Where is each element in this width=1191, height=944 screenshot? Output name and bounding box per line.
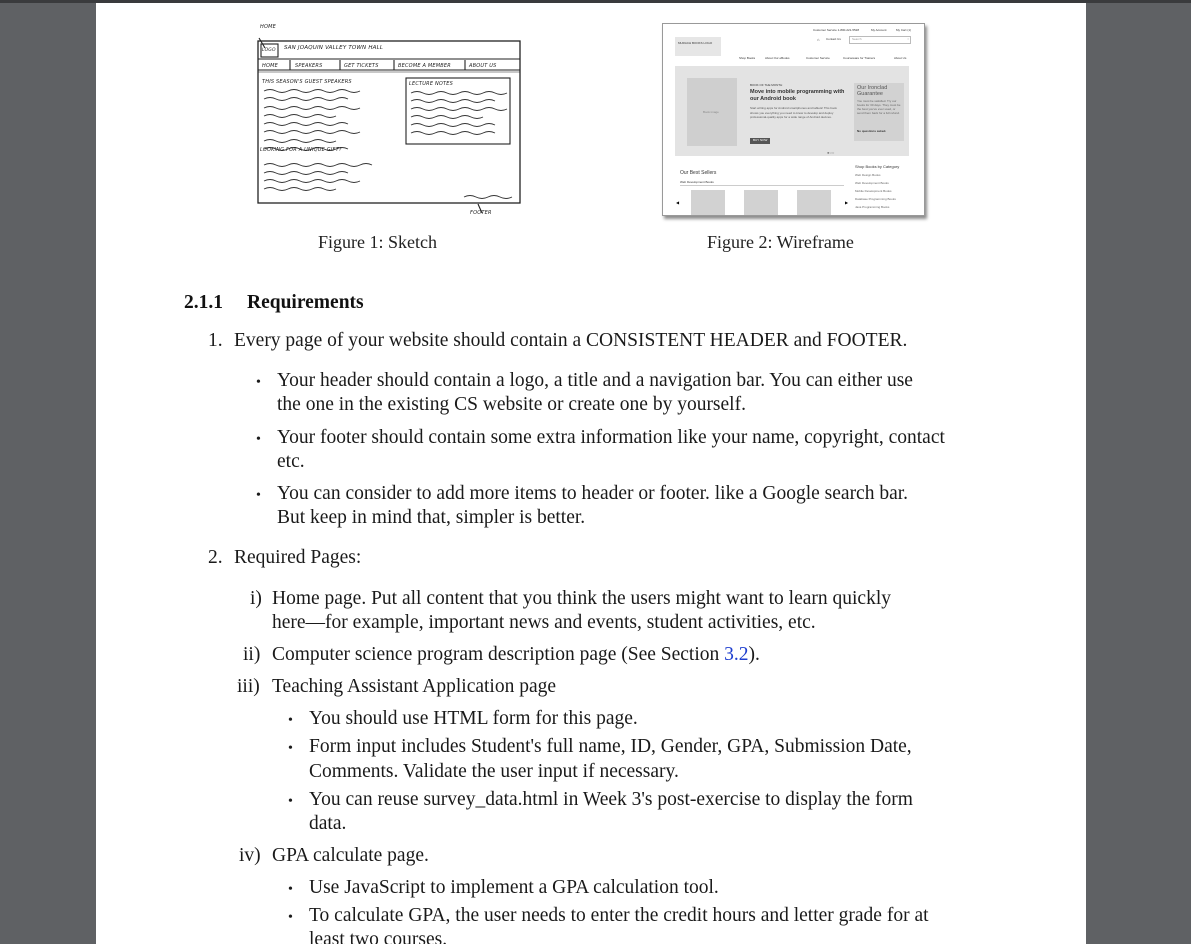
wf-category-4: Database Programming Books bbox=[855, 197, 896, 201]
wf-my-cart: My Cart (1) bbox=[896, 28, 911, 32]
carousel-dots-icon: ●○○ bbox=[827, 150, 835, 155]
req1-bullet1-line2: the one in the existing CS website or create one by yourself. bbox=[277, 394, 746, 415]
req2-number: 2. bbox=[208, 547, 223, 568]
wf-book-image-label: Book image bbox=[703, 110, 719, 114]
sketch-label-footer: FOOTER bbox=[470, 210, 492, 216]
wf-hero bbox=[675, 66, 909, 156]
bullet-icon: • bbox=[288, 741, 293, 756]
bullet-icon: • bbox=[256, 375, 261, 390]
item-iii-bullet1: You should use HTML form for this page. bbox=[309, 708, 638, 729]
home-icon: ⌂ bbox=[817, 37, 820, 42]
figure2-caption: Figure 2: Wireframe bbox=[707, 232, 854, 252]
figure-sketch bbox=[246, 21, 526, 221]
item-iv-bullet1: Use JavaScript to implement a GPA calculation tool. bbox=[309, 877, 719, 898]
wf-category-1: Web Design Books bbox=[855, 173, 881, 177]
item-iv-text: GPA calculate page. bbox=[272, 845, 429, 866]
wf-search-box bbox=[849, 36, 911, 44]
wf-guarantee-title: Our Ironclad Guarantee bbox=[857, 85, 888, 97]
req1-bullet2-line1: Your footer should contain some extra information like your name, copyright, contact bbox=[277, 427, 945, 448]
req1-text: Every page of your website should contain a CONSISTENT HEADER and FOOTER. bbox=[234, 330, 908, 351]
wf-search-placeholder: Search bbox=[852, 37, 862, 41]
req1-bullet3-line1: You can consider to add more items to header or footer. like a Google search bar. bbox=[277, 483, 909, 504]
bullet-icon: • bbox=[288, 794, 293, 809]
sketch-label-lecture: LECTURE NOTES bbox=[409, 81, 454, 87]
wf-nav-ebooks: About Our eBooks bbox=[765, 56, 790, 60]
item-iii-number: iii) bbox=[237, 676, 260, 697]
wf-nav-shop: Shop Books bbox=[739, 56, 756, 60]
sketch-nav-speakers: SPEAKERS bbox=[295, 63, 323, 69]
bullet-icon: • bbox=[256, 432, 261, 447]
item-ii-pre: Computer science program description page (See Section bbox=[272, 644, 725, 665]
bullet-icon: • bbox=[288, 882, 293, 897]
wf-logo-box bbox=[675, 37, 721, 56]
wf-nav-trainers: Courseware for Trainers bbox=[843, 56, 876, 60]
wf-my-account: My Account bbox=[871, 28, 887, 32]
figure1-caption: Figure 1: Sketch bbox=[318, 232, 437, 252]
section-heading bbox=[184, 292, 364, 314]
section-link[interactable]: 3.2 bbox=[724, 644, 749, 665]
item-iii-text: Teaching Assistant Application page bbox=[272, 676, 557, 697]
wf-book-thumb-1 bbox=[691, 190, 725, 216]
wf-guarantee-link: No questions asked. bbox=[857, 129, 887, 133]
section-number: 2.1.1 bbox=[184, 292, 223, 313]
req1-number: 1. bbox=[208, 330, 223, 351]
req1-bullet2-line2: etc. bbox=[277, 451, 305, 472]
wf-buy-button bbox=[750, 138, 770, 144]
wf-contact-us: Contact Us bbox=[826, 37, 841, 41]
item-ii-number: ii) bbox=[243, 644, 261, 665]
wf-nav-about: About Us bbox=[894, 56, 907, 60]
item-i-line2: here—for example, important news and events, student activities, etc. bbox=[272, 612, 816, 633]
bullet-icon: • bbox=[256, 488, 261, 503]
wf-book-thumb-2 bbox=[744, 190, 778, 216]
item-ii-post: ). bbox=[748, 644, 760, 665]
wf-book-thumb-3 bbox=[797, 190, 831, 216]
wf-guarantee-body: You must be satisfied. Try our books for 30 days. They must be the best you've ever used, or send them back for a full refund. bbox=[857, 99, 901, 115]
item-iii-bullet3-line2: data. bbox=[309, 813, 347, 834]
wf-divider bbox=[680, 185, 844, 186]
item-i-number: i) bbox=[250, 588, 262, 609]
item-iv-bullet2-line1: To calculate GPA, the user needs to enter the credit hours and letter grade for at bbox=[309, 905, 929, 926]
search-icon: ○ bbox=[907, 37, 909, 41]
wf-category-5: Java Programming Books bbox=[855, 205, 890, 209]
wf-logo-text: MURACH BOOKS LOGO bbox=[678, 41, 713, 45]
wf-category-title: Shop Books by Category bbox=[855, 164, 900, 169]
sketch-label-speakers: THIS SEASON'S GUEST SPEAKERS bbox=[262, 79, 352, 85]
item-iv-bullet2-line2: least two courses. bbox=[309, 929, 448, 944]
wf-category-2: Web Development Books bbox=[855, 181, 889, 185]
sketch-label-home: HOME bbox=[260, 24, 276, 30]
sketch-label-title: SAN JOAQUIN VALLEY TOWN HALL bbox=[284, 45, 384, 51]
sketch-nav-member: BECOME A MEMBER bbox=[398, 63, 451, 69]
sketch-nav-home: HOME bbox=[262, 63, 278, 69]
item-iii-bullet2-line2: Comments. Validate the user input if necessary. bbox=[309, 761, 679, 782]
req2-text: Required Pages: bbox=[234, 547, 362, 568]
req1-bullet3-line2: But keep in mind that, simpler is better. bbox=[277, 507, 586, 528]
bullet-icon: • bbox=[288, 910, 293, 925]
arrow-left-icon: ◀ bbox=[676, 200, 680, 205]
wf-buy-button-label: BUY NOW bbox=[753, 138, 768, 142]
wf-nav-service: Customer Service bbox=[806, 56, 830, 60]
section-title: Requirements bbox=[247, 292, 364, 313]
wf-best-sellers: Our Best Sellers bbox=[680, 170, 717, 176]
figure-wireframe bbox=[662, 23, 925, 216]
item-ii-text bbox=[272, 643, 760, 667]
sketch-label-gift: LOOKING FOR A UNIQUE GIFT? bbox=[260, 147, 342, 153]
sketch-nav-tickets: GET TICKETS bbox=[344, 63, 379, 69]
wf-guarantee-box bbox=[854, 83, 904, 141]
wf-book-image bbox=[687, 78, 737, 146]
document-page bbox=[96, 3, 1086, 944]
req1-bullet1-line1: Your header should contain a logo, a title and a navigation bar. You can either use bbox=[277, 370, 913, 391]
wf-hero-title: Move into mobile programming with our Android book bbox=[750, 89, 845, 102]
wf-customer-service: Customer Service 1-800-221-5528 bbox=[813, 28, 860, 32]
item-iii-bullet2-line1: Form input includes Student's full name, ID, Gender, GPA, Submission Date, bbox=[309, 736, 912, 757]
sketch-label-logo: LOGO bbox=[262, 48, 276, 53]
wf-hero-label: BOOK OF THE MONTH bbox=[750, 83, 783, 87]
bullet-icon: • bbox=[288, 713, 293, 728]
item-iii-bullet3-line1: You can reuse survey_data.html in Week 3's post-exercise to display the form bbox=[309, 789, 913, 810]
sketch-drawing bbox=[246, 21, 526, 221]
item-i-line1: Home page. Put all content that you think the users might want to learn quickly bbox=[272, 588, 892, 609]
wf-category-3: Mobile Development Books bbox=[855, 189, 892, 193]
wf-hero-body: Start writing apps for Android smartphones and tablets! This book shows you everything you need to know to develop and deploy professional-quality apps for a wide range of Android devices. bbox=[750, 106, 837, 119]
sketch-nav-about: ABOUT US bbox=[469, 63, 497, 69]
item-iv-number: iv) bbox=[239, 845, 261, 866]
wf-web-dev: Web Development Books bbox=[680, 180, 714, 184]
arrow-right-icon: ▶ bbox=[845, 200, 849, 205]
